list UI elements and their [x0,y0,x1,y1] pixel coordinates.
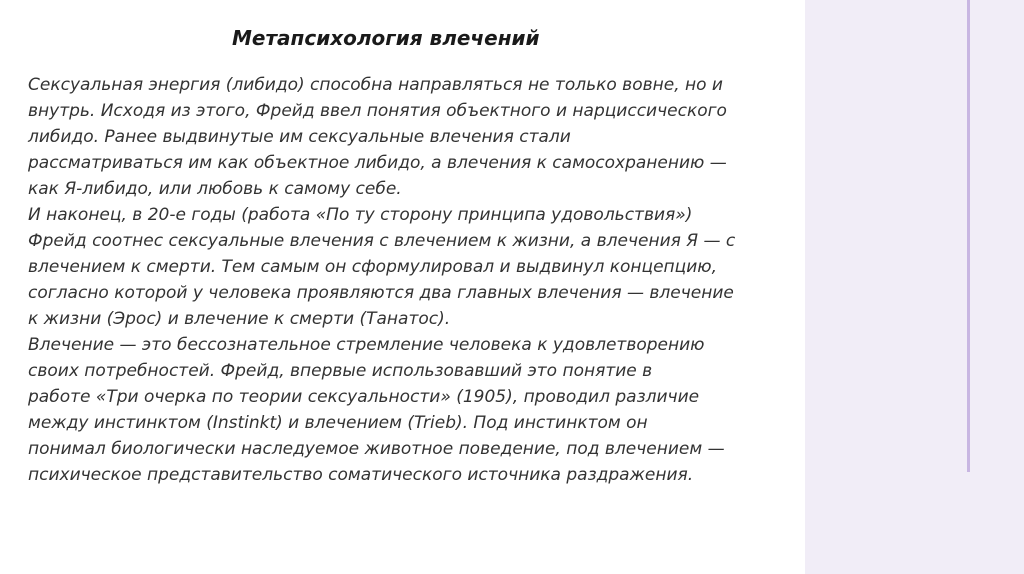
slide-title: Метапсихология влечений [232,26,540,50]
text-line: психическое представительство соматического источника раздражения. [28,465,694,485]
text-line: работе «Три очерка по теории сексуальности» (1905), проводил различие [28,387,700,407]
side-panel [805,0,1024,574]
slide-body-text [28,72,808,488]
text-line: И наконец, в 20-е годы (работа «По ту сторону принципа удовольствия») [28,205,693,225]
side-accent-line [967,0,970,472]
text-line: внутрь. Исходя из этого, Фрейд ввел понятия объектного и нарциссического [28,101,727,121]
text-line: как Я-либидо, или любовь к самому себе. [28,179,402,199]
text-line: своих потребностей. Фрейд, впервые использовавший это понятие в [28,361,653,381]
text-line: между инстинктом (Instinkt) и влечением (Trieb). Под инстинктом он [28,413,648,433]
text-line: понимал биологически наследуемое животное поведение, под влечением — [28,439,725,459]
text-line: Фрейд соотнес сексуальные влечения с влечением к жизни, а влечения Я — с [28,231,736,251]
text-line: Сексуальная энергия (либидо) способна направляться не только вовне, но и [28,75,723,95]
text-line: либидо. Ранее выдвинутые им сексуальные влечения стали [28,127,571,147]
text-line: к жизни (Эрос) и влечение к смерти (Танатос). [28,309,451,329]
text-line: влечением к смерти. Тем самым он сформулировал и выдвинул концепцию, [28,257,717,277]
text-line: Влечение — это бессознательное стремление человека к удовлетворению [28,335,705,355]
text-line: согласно которой у человека проявляются два главных влечения — влечение [28,283,734,303]
text-line: рассматриваться им как объектное либидо, а влечения к самосохранению — [28,153,727,173]
